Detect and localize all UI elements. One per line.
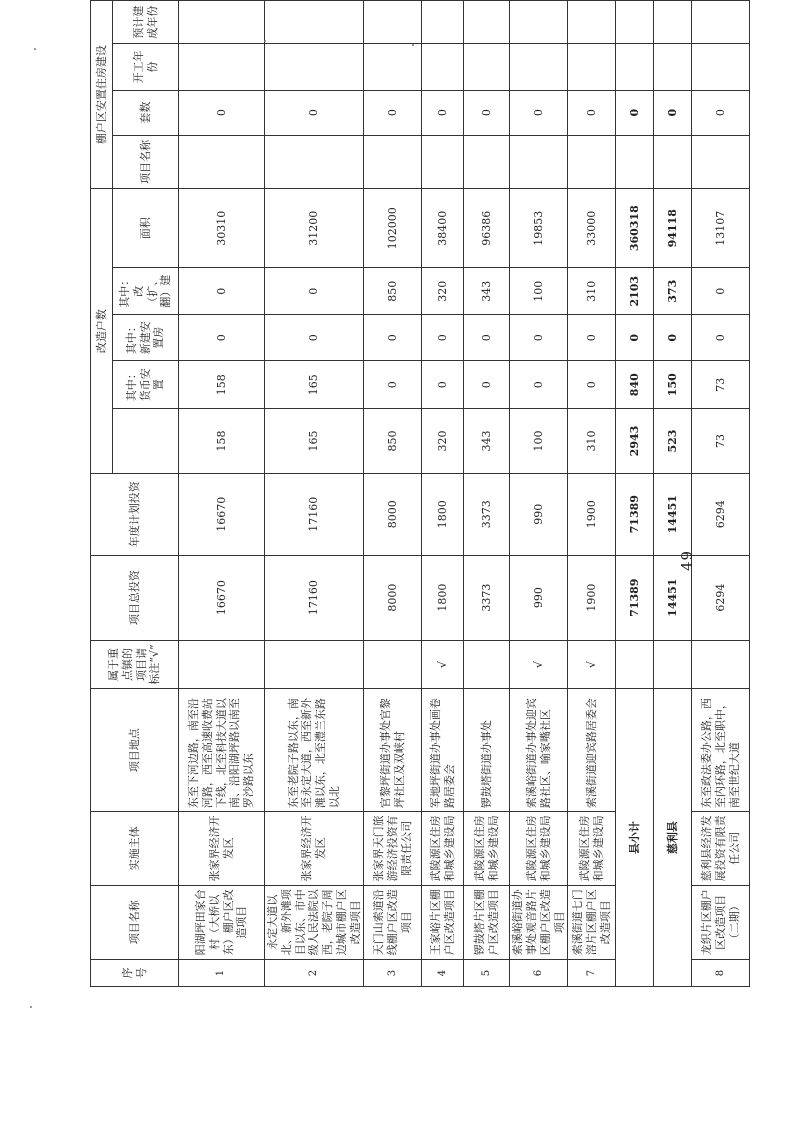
header-housing-name: 项目名称 [113,135,179,189]
subtotal-key-town [616,640,654,689]
cell-units: 0 [464,90,510,135]
cell-seq: 4 [422,960,464,987]
cell-new-build: 0 [422,315,464,361]
cell-implementer: 武陵源区住房和城乡建设局 [464,812,510,885]
subtotal-start-year [616,44,654,91]
cell-total-investment: 6294 [692,555,750,640]
cell-total-investment: 1800 [422,555,464,640]
cell-area: 38400 [422,189,464,268]
cell-housing-name [364,135,422,189]
county-money-resettlement: 150 [654,361,692,409]
header-money-resettlement: 其中：货币安置 [113,361,179,409]
cell-key-town: √ [568,640,616,689]
cell-implementer: 张家界经济开发区 [179,812,265,885]
cell-renovate: 310 [568,268,616,315]
cell-money-resettlement: 0 [510,361,568,409]
header-renovate: 其中：改（扩、翻）建 [113,268,179,315]
cell-units: 0 [568,90,616,135]
cell-money-resettlement: 158 [179,361,265,409]
cell-units: 0 [510,90,568,135]
subtotal-label: 县小计 [616,689,654,987]
page-number: 49 [678,549,696,571]
county-renovate: 373 [654,268,692,315]
cell-seq: 6 [510,960,568,987]
cell-new-build: 0 [179,315,265,361]
cell-seq: 3 [364,960,422,987]
cell-seq: 2 [265,960,364,987]
cell-money-resettlement: 0 [464,361,510,409]
table-row [364,1,422,987]
cell-key-town [265,640,364,689]
cell-housing-name [568,135,616,189]
cell-completion-year [265,1,364,44]
cell-implementer: 张家界天门旅游经济投资有限责任公司 [364,812,422,885]
cell-location: 军地坪街道办事处画卷路居委会 [422,689,464,812]
cell-total-investment: 3373 [464,555,510,640]
scan-speck [264,40,266,42]
cell-housing-name [422,135,464,189]
cell-completion-year [510,1,568,44]
cell-project-name: 王家峪片区棚户区改造项目 [422,885,464,960]
header-implementer: 实施主体 [91,812,179,885]
cell-housing-name [510,135,568,189]
cell-project-name: 锣鼓塔片区棚户区改造项目 [464,885,510,960]
table-row [422,1,464,987]
cell-money-resettlement: 0 [568,361,616,409]
cell-seq: 1 [179,960,265,987]
cell-start-year [568,44,616,91]
subtotal-completion-year [616,1,654,44]
county-housing-name [654,135,692,189]
cell-households: 165 [265,409,364,474]
cell-completion-year [179,1,265,44]
cell-area: 31200 [265,189,364,268]
cell-completion-year [692,1,750,44]
cell-total-investment: 990 [510,555,568,640]
cell-renovate: 100 [510,268,568,315]
cell-completion-year [568,1,616,44]
table-row [692,1,750,987]
subtotal-annual-investment: 71389 [616,473,654,555]
cell-households: 343 [464,409,510,474]
cell-project-name: 阳湖坪田家台村（大桥以东）棚户区改造项目 [179,885,265,960]
shantytown-renovation-table [90,0,750,987]
header-housing-group: 棚户区安置住房建设 [91,1,113,189]
subtotal-renovate: 2103 [616,268,654,315]
county-row [654,1,692,987]
subtotal-money-resettlement: 840 [616,361,654,409]
cell-renovate: 850 [364,268,422,315]
subtotal-housing-name [616,135,654,189]
cell-start-year [265,44,364,91]
cell-annual-investment: 16670 [179,473,265,555]
cell-key-town: √ [422,640,464,689]
cell-completion-year [422,1,464,44]
cell-start-year [510,44,568,91]
cell-completion-year [364,1,422,44]
cell-annual-investment: 17160 [265,473,364,555]
subtotal-area: 360318 [616,189,654,268]
cell-start-year [464,44,510,91]
cell-money-resettlement: 165 [265,361,364,409]
cell-location: 东至老院子路以东，南至永定大道，西至新外滩以东，北至澧兰东路以北 [265,689,364,812]
cell-key-town [692,640,750,689]
cell-location: 东至政法委办公路，西至内环路，北至职中，南至世纪大道 [692,689,750,812]
cell-start-year [364,44,422,91]
cell-renovate: 0 [179,268,265,315]
cell-annual-investment: 1800 [422,473,464,555]
cell-implementer: 武陵源区住房和城乡建设局 [422,812,464,885]
cell-housing-name [179,135,265,189]
cell-new-build: 0 [692,315,750,361]
scan-speck [412,44,414,46]
header-new-build: 其中：新建安置房 [113,315,179,361]
header-key-town: 属于重点镇的项目请标注“√” [91,640,179,689]
county-total-investment: 14451 [654,555,692,640]
cell-key-town [464,640,510,689]
cell-housing-name [265,135,364,189]
county-key-town [654,640,692,689]
header-total-investment: 项目总投资 [91,555,179,640]
cell-start-year [179,44,265,91]
county-households: 523 [654,409,692,474]
scan-speck [34,48,36,50]
header-households-blank [113,409,179,474]
cell-housing-name [692,135,750,189]
cell-households: 850 [364,409,422,474]
cell-project-name: 永定大道以北、新外滩项目以东、市中级人民法院以西，老院子周边城市棚户区改造项目 [265,885,364,960]
header-location: 项目地点 [91,689,179,812]
cell-implementer: 张家界经济开发区 [265,812,364,885]
subtotal-row [616,1,654,987]
cell-units: 0 [265,90,364,135]
cell-annual-investment: 1900 [568,473,616,555]
county-area: 94118 [654,189,692,268]
cell-new-build: 0 [568,315,616,361]
county-start-year [654,44,692,91]
cell-key-town [364,640,422,689]
cell-households: 310 [568,409,616,474]
cell-location: 官黎坪街道办事处官黎坪社区及双峡村 [364,689,422,812]
header-completion-year: 预计建成年份 [113,1,179,44]
cell-implementer: 慈利县经济发展投资有限责任公司 [692,812,750,885]
cell-completion-year [464,1,510,44]
cell-money-resettlement: 73 [692,361,750,409]
cell-households: 158 [179,409,265,474]
cell-new-build: 0 [265,315,364,361]
cell-renovate: 0 [692,268,750,315]
header-seq: 序号 [91,960,179,987]
cell-annual-investment: 3373 [464,473,510,555]
cell-total-investment: 17160 [265,555,364,640]
cell-project-name: 索溪街道七门溶片区棚户区改造项目 [568,885,616,960]
cell-project-name: 索溪峪街道办事处观音路片区棚户区改造项目 [510,885,568,960]
county-units: 0 [654,90,692,135]
cell-renovate: 343 [464,268,510,315]
subtotal-households: 2943 [616,409,654,474]
header-project-name: 项目名称 [91,885,179,960]
subtotal-units: 0 [616,90,654,135]
cell-annual-investment: 6294 [692,473,750,555]
cell-annual-investment: 990 [510,473,568,555]
cell-area: 30310 [179,189,265,268]
cell-area: 96386 [464,189,510,268]
cell-households: 320 [422,409,464,474]
cell-seq: 5 [464,960,510,987]
table-row [265,1,364,987]
cell-project-name: 天门山索道沿线棚户区改造项目 [364,885,422,960]
county-annual-investment: 14451 [654,473,692,555]
cell-implementer: 武陵源区住房和城乡建设局 [568,812,616,885]
cell-area: 102000 [364,189,422,268]
cell-location: 东至下河边路，南至沿河路，西至高速收费站下线，北至科技大道以南、沿阳湖坪路以南至罗沙路以东 [179,689,265,812]
cell-area: 13107 [692,189,750,268]
cell-implementer: 武陵源区住房和城乡建设局 [510,812,568,885]
cell-total-investment: 1900 [568,555,616,640]
county-new-build: 0 [654,315,692,361]
cell-key-town [179,640,265,689]
table-row [510,1,568,987]
cell-housing-name [464,135,510,189]
cell-households: 73 [692,409,750,474]
cell-units: 0 [422,90,464,135]
cell-location: 索溪街道迎宾路居委会 [568,689,616,812]
cell-money-resettlement: 0 [364,361,422,409]
cell-renovate: 320 [422,268,464,315]
cell-area: 19853 [510,189,568,268]
cell-new-build: 0 [510,315,568,361]
scan-speck [30,1006,32,1008]
cell-units: 0 [692,90,750,135]
subtotal-new-build: 0 [616,315,654,361]
county-completion-year [654,1,692,44]
cell-total-investment: 16670 [179,555,265,640]
cell-seq: 8 [692,960,750,987]
cell-start-year [692,44,750,91]
cell-units: 0 [364,90,422,135]
header-households-group: 改造户数 [91,189,113,474]
header-start-year: 开工年份 [113,44,179,91]
cell-key-town: √ [510,640,568,689]
table-row [464,1,510,987]
cell-renovate: 0 [265,268,364,315]
subtotal-total-investment: 71389 [616,555,654,640]
header-units: 套数 [113,90,179,135]
cell-new-build: 0 [364,315,422,361]
table-row [568,1,616,987]
table-row [179,1,265,987]
cell-households: 100 [510,409,568,474]
cell-project-name: 龙织片区棚户区改造项目（二期） [692,885,750,960]
header-area: 面积 [113,189,179,268]
cell-seq: 7 [568,960,616,987]
cell-location: 锣鼓塔街道办事处 [464,689,510,812]
cell-new-build: 0 [464,315,510,361]
cell-start-year [422,44,464,91]
cell-annual-investment: 8000 [364,473,422,555]
county-label: 慈利县 [654,689,692,987]
cell-area: 33000 [568,189,616,268]
header-annual-investment: 年度计划投资 [91,473,179,555]
cell-location: 索溪峪街道办事处迎宾路社区、喻家嘴社区 [510,689,568,812]
cell-units: 0 [179,90,265,135]
cell-money-resettlement: 0 [422,361,464,409]
cell-total-investment: 8000 [364,555,422,640]
